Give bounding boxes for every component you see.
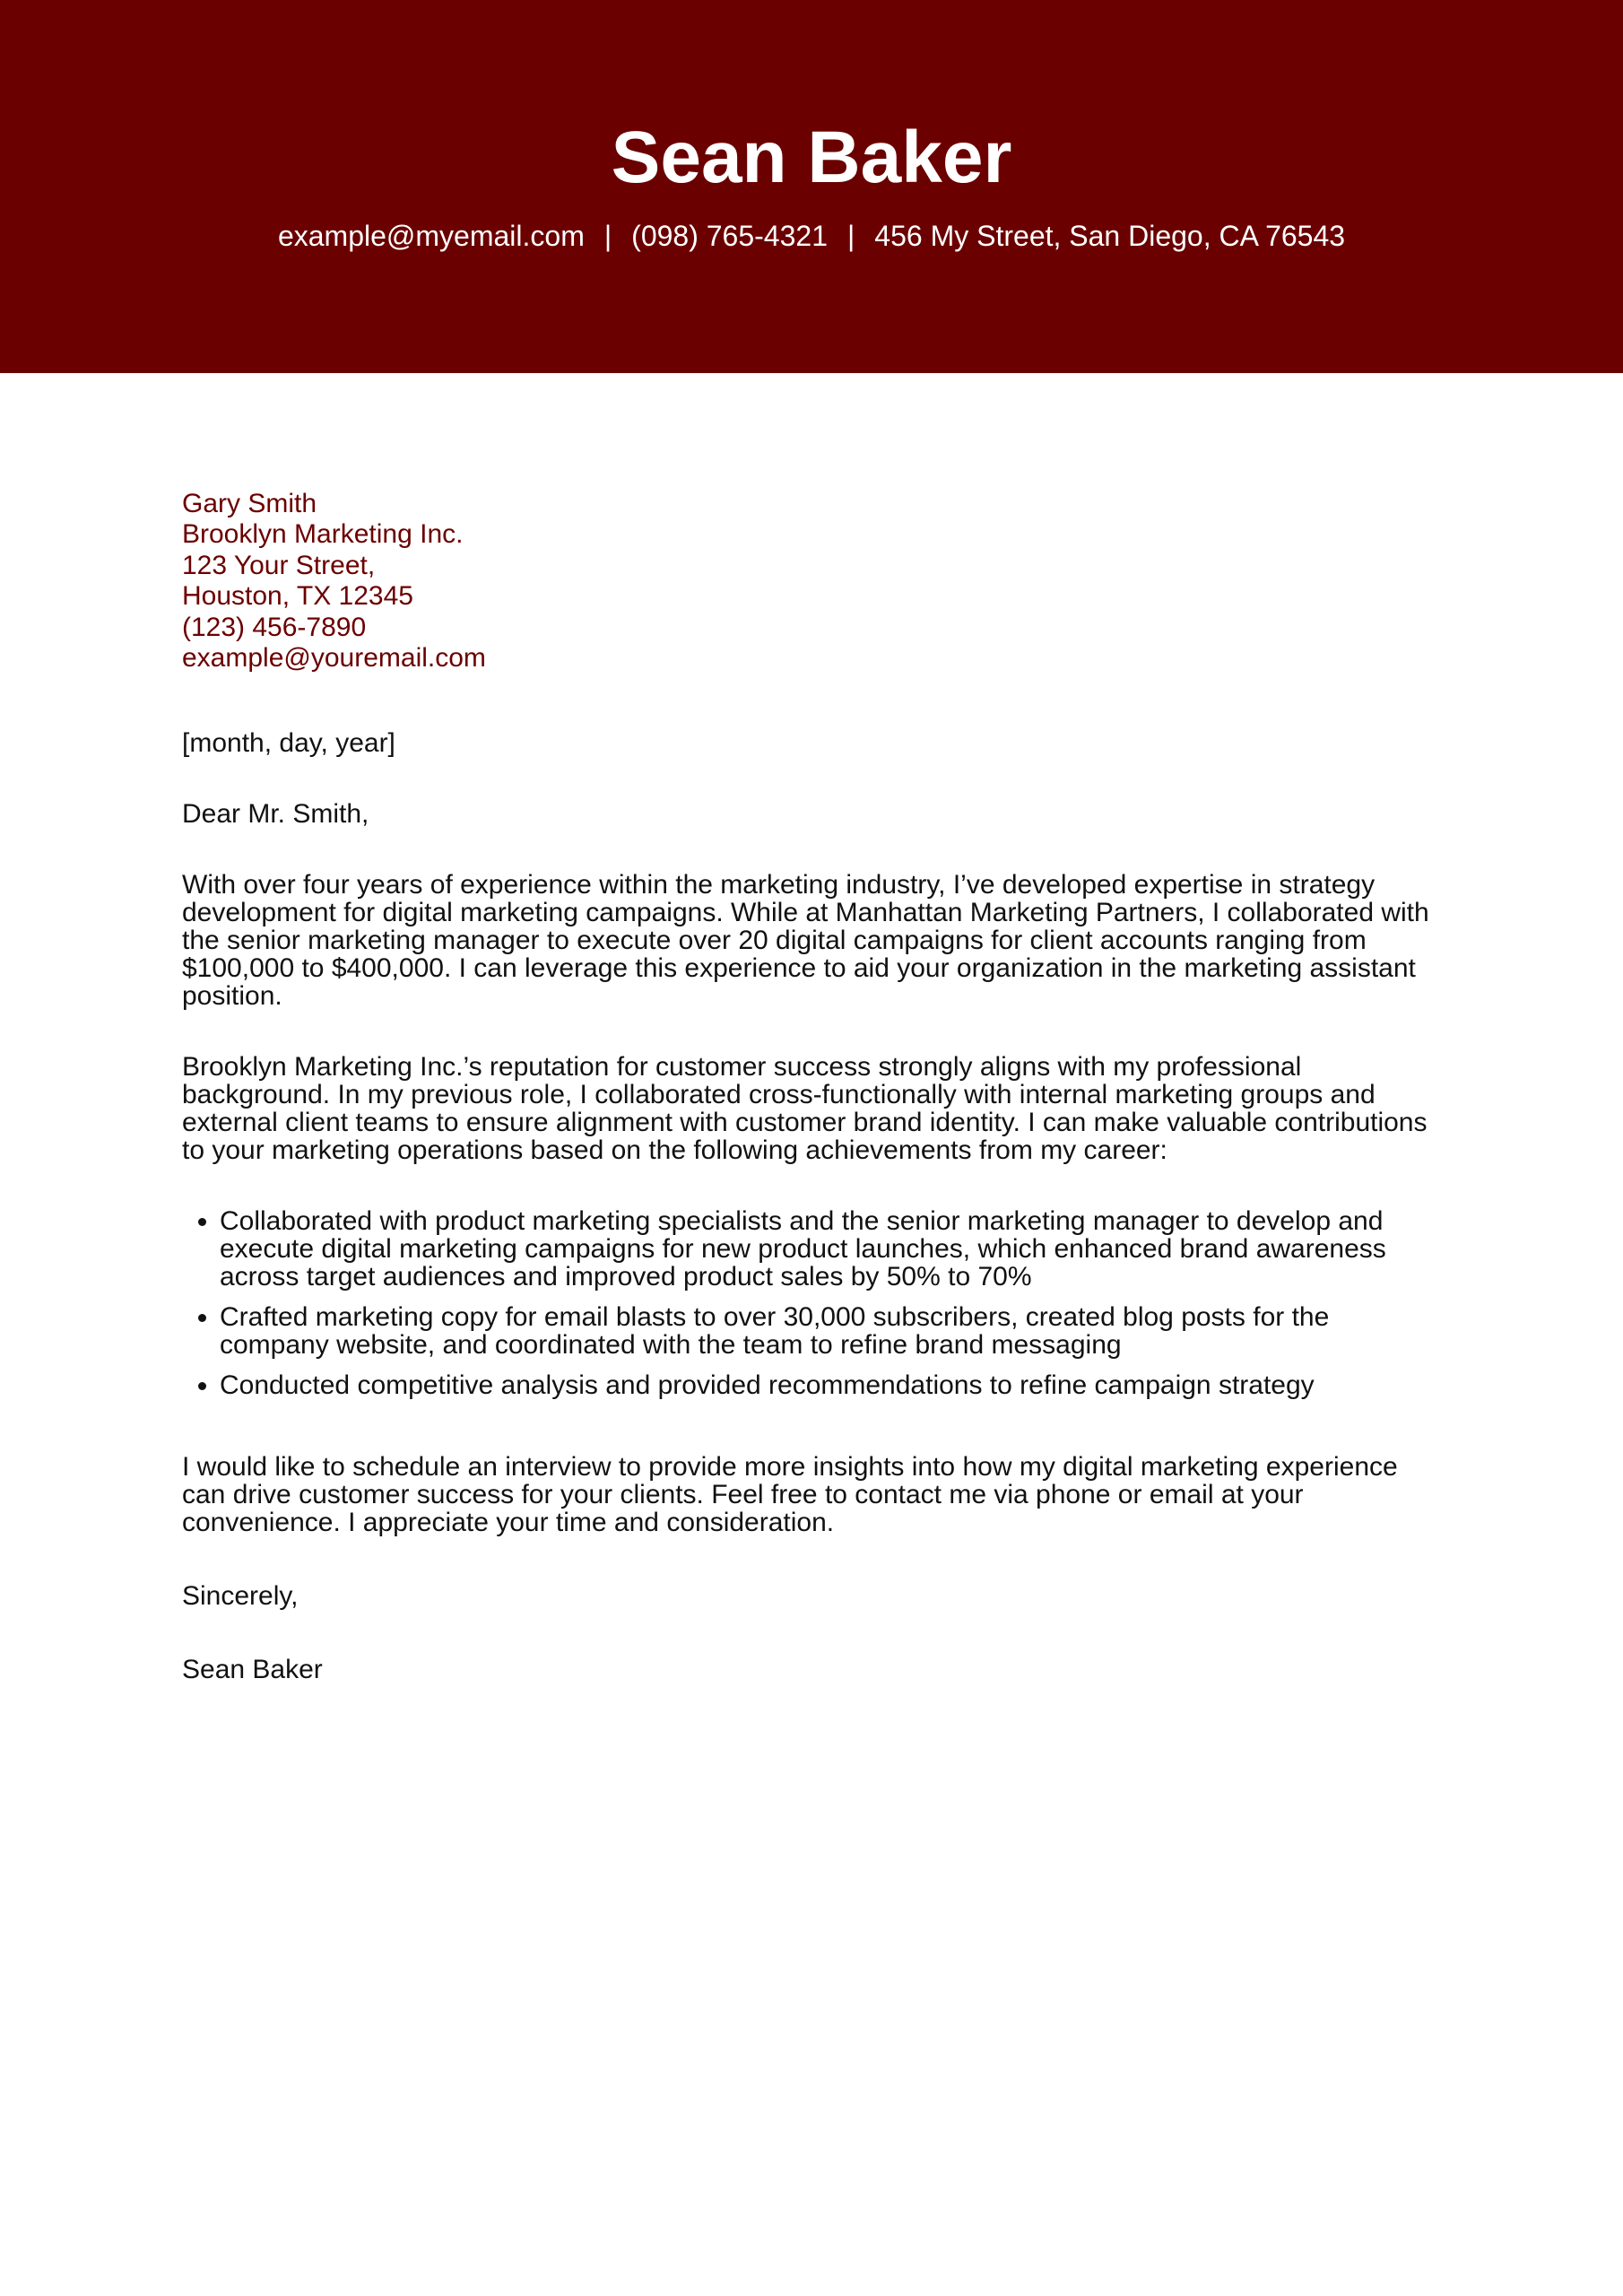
list-item: • Crafted marketing copy for email blasts to over 30,000 subscribers, created blog posts for the company website, and coordinated with the team to refine brand messaging bbox=[220, 1303, 1437, 1359]
body-paragraph-1: With over four years of experience within the marketing industry, I’ve developed expertise in strategy development for digital marketing campaigns. While at Manhattan Marketing Partners, I collaborated with the senior marketing manager to execute over 20 digital campaigns for client accounts ranging from $100,000 to $400,000. I can leverage this experience to aid your organization in the marketing assistant position. bbox=[182, 870, 1429, 1012]
sender-phone: (098) 765-4321 bbox=[631, 220, 828, 252]
sender-name: Sean Baker bbox=[611, 117, 1012, 198]
recipient-street: 123 Your Street, bbox=[182, 550, 376, 580]
letter-greeting: Dear Mr. Smith, bbox=[182, 799, 369, 830]
sender-contact-line bbox=[0, 218, 1623, 254]
achievements-list bbox=[182, 1207, 1437, 1399]
letter-header bbox=[0, 0, 1623, 373]
letter-signature: Sean Baker bbox=[182, 1655, 323, 1685]
recipient-company: Brooklyn Marketing Inc. bbox=[182, 519, 464, 550]
letter-body bbox=[182, 489, 1437, 1683]
contact-separator: | bbox=[603, 220, 612, 252]
recipient-phone: (123) 456-7890 bbox=[182, 612, 367, 642]
recipient-name: Gary Smith bbox=[182, 489, 317, 518]
recipient-email: example@youremail.com bbox=[182, 643, 486, 674]
recipient-city: Houston, TX 12345 bbox=[182, 581, 413, 612]
sender-address: 456 My Street, San Diego, CA 76543 bbox=[874, 220, 1346, 252]
list-item: • Conducted competitive analysis and provided recommendations to refine campaign strategy bbox=[220, 1371, 1437, 1399]
body-paragraph-2: Brooklyn Marketing Inc.’s reputation for customer success strongly aligns with my professional background. In my previous role, I collaborated cross-functionally with internal marketing groups and external client teams to ensure alignment with customer brand identity. I can make valuable contributions to your marketing operations based on the following achievements from my career: bbox=[182, 1052, 1428, 1166]
recipient-block bbox=[182, 489, 1437, 674]
letter-signoff: Sincerely, bbox=[182, 1581, 299, 1612]
letter-date: [month, day, year] bbox=[182, 728, 395, 759]
contact-separator: | bbox=[846, 220, 855, 252]
sender-email: example@myemail.com bbox=[277, 220, 585, 252]
body-paragraph-3: I would like to schedule an interview to provide more insights into how my digital marketing experience can drive customer success for your clients. Feel free to contact me via phone or email at your convenience. I appreciate your time and consideration. bbox=[182, 1452, 1398, 1538]
list-item: • Collaborated with product marketing specialists and the senior marketing manager to develop and execute digital marketing campaigns for new product launches, which enhanced brand awareness across target audiences and improved product sales by 50% to 70% bbox=[220, 1207, 1437, 1291]
